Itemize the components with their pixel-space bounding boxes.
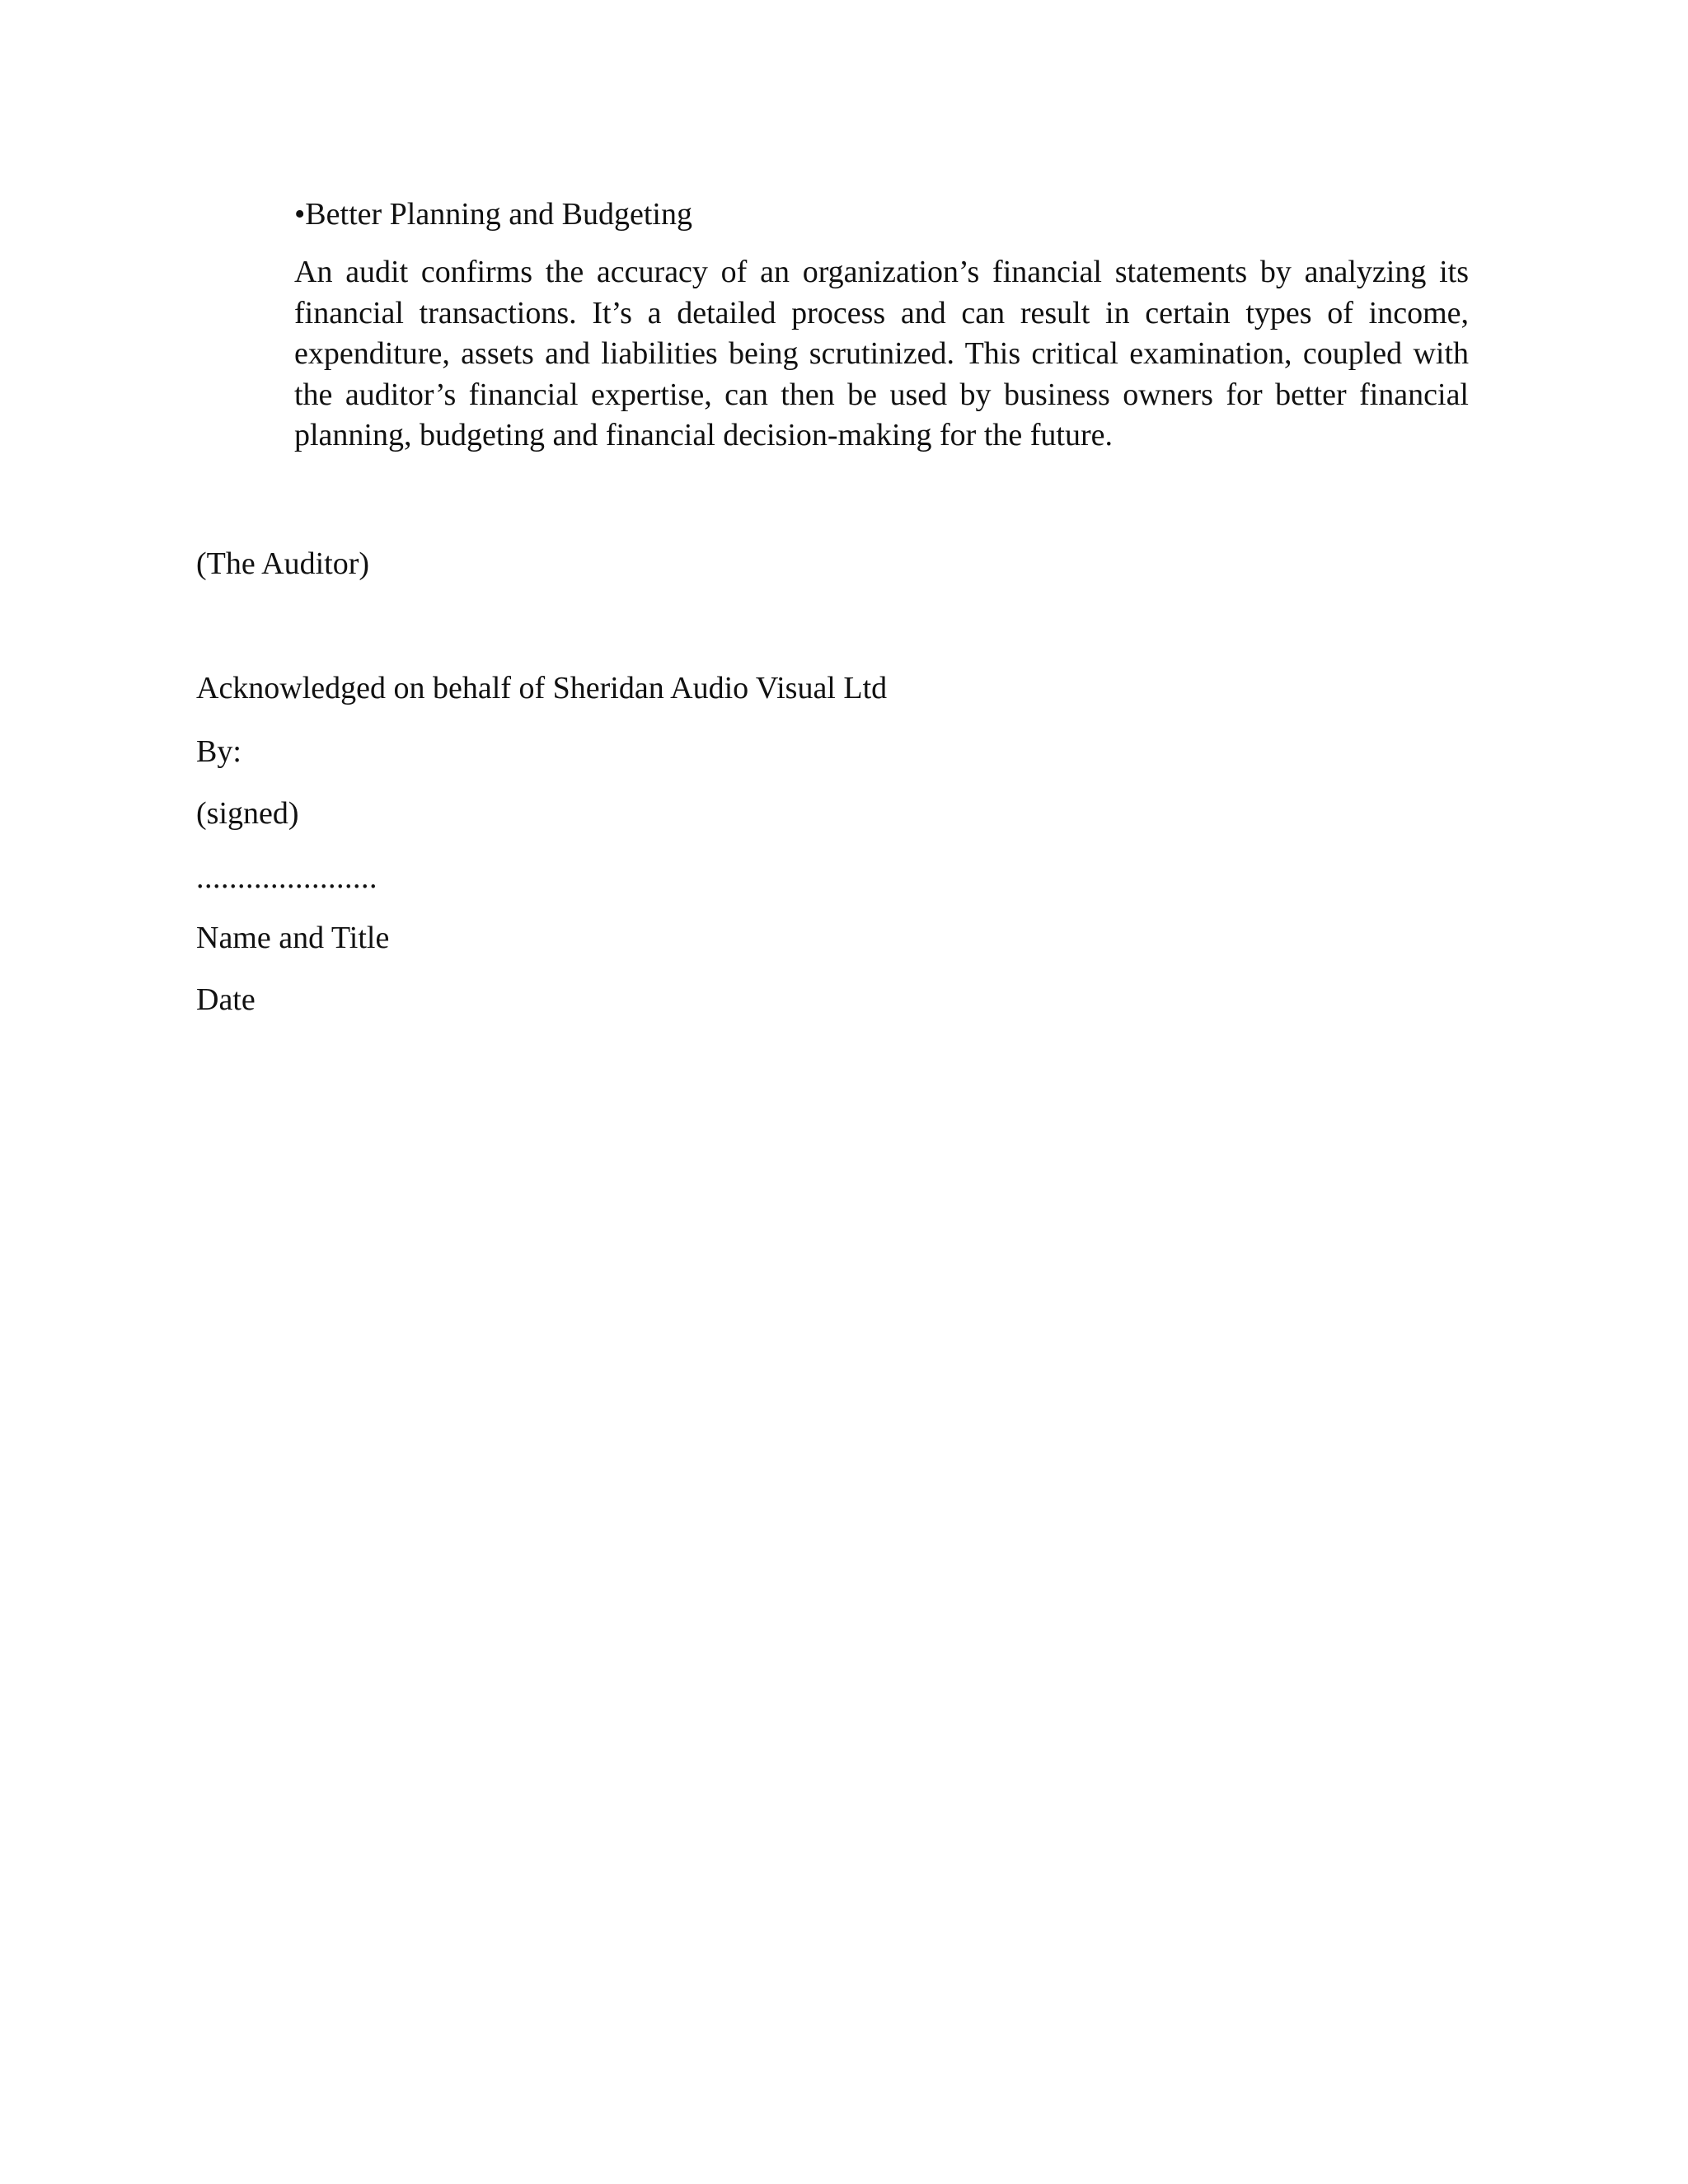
signature-dotted-line: ...................... <box>196 860 377 895</box>
acknowledgement-line: Acknowledged on behalf of Sheridan Audio Visual Ltd <box>196 671 888 705</box>
section-body-paragraph: An audit confirms the accuracy of an organization’s financial statements by analyzing its financial transactions. It’s a detailed process and can result in certain types of income, expenditure, assets and liabilities being scrutinized. This critical examination, coupled with the auditor’s financial expertise, can then be used by business owners for better financial planning, budgeting and financial decision-making for the future. <box>294 255 1469 452</box>
section-heading: •Better Planning and Budgeting <box>294 197 692 232</box>
by-label: By: <box>196 734 241 769</box>
date-label: Date <box>196 982 256 1017</box>
signed-label: (signed) <box>196 796 299 831</box>
planning-budgeting-section <box>294 194 1469 457</box>
name-and-title-label: Name and Title <box>196 921 390 955</box>
auditor-label: (The Auditor) <box>196 546 370 581</box>
